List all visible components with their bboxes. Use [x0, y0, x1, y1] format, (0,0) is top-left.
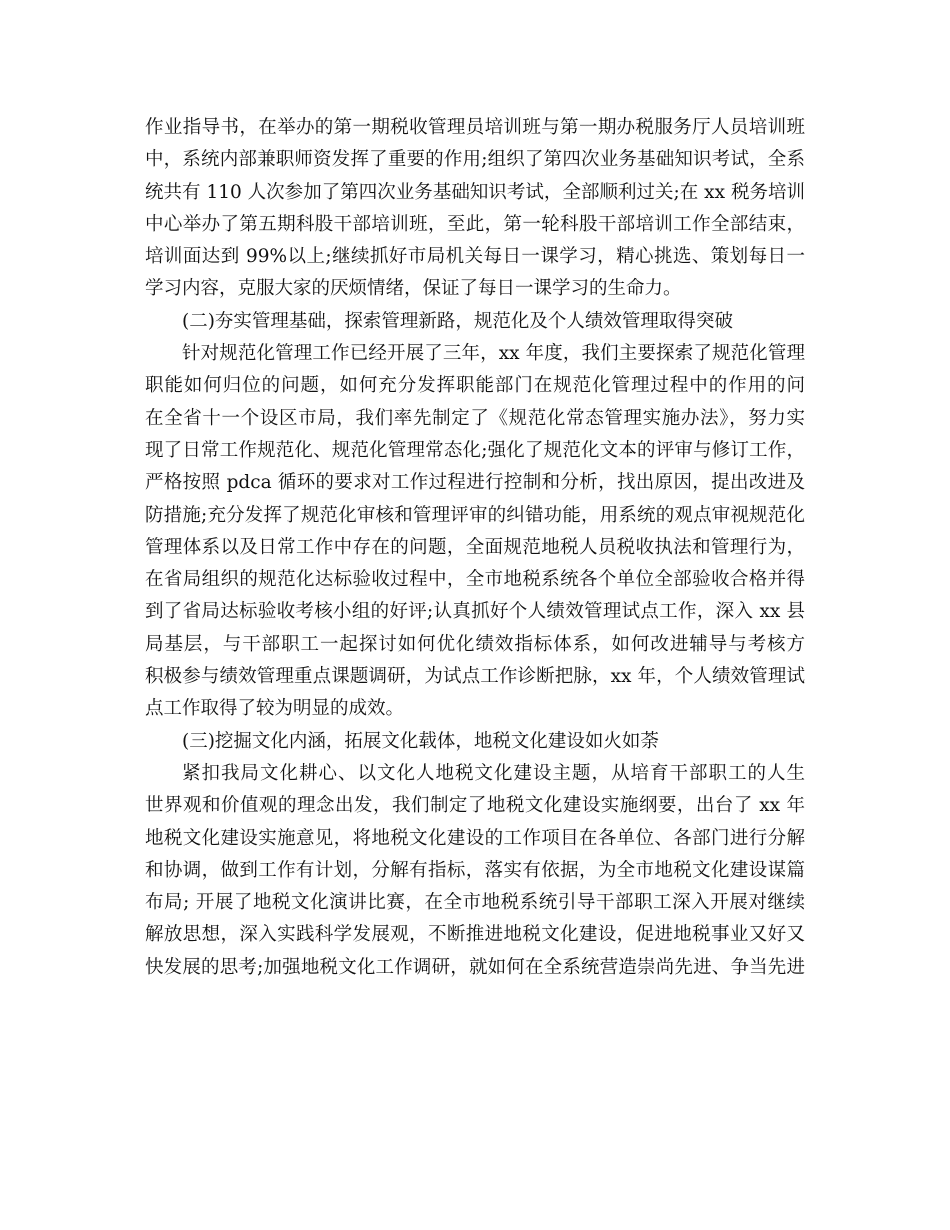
text-line: 防措施;充分发挥了规范化审核和管理评审的纠错功能，用系统的观点审视规范化 [145, 504, 805, 526]
text-line: 中，系统内部兼职师资发挥了重要的作用;组织了第四次业务基础知识考试，全系 [145, 149, 805, 171]
text-line: 统共有 110 人次参加了第四次业务基础知识考试，全部顺利过关;在 xx 税务培训 [145, 181, 805, 203]
text-line: 到了省局达标验收考核小组的好评;认真抓好个人绩效管理试点工作，深入 xx 县 [145, 601, 805, 623]
text-line: 布局; 开展了地税文化演讲比赛，在全市地税系统引导干部职工深入开展对继续 [145, 892, 805, 914]
text-line: 培训面达到 99%以上;继续抓好市局机关每日一课学习，精心挑选、策划每日一 [145, 246, 805, 268]
text-line: 世界观和价值观的理念出发，我们制定了地税文化建设实施纲要，出台了 xx 年 [145, 795, 805, 817]
text-line: 解放思想，深入实践科学发展观，不断推进地税文化建设，促进地税事业又好又 [145, 924, 805, 946]
text-line: 在全省十一个设区市局，我们率先制定了《规范化常态管理实施办法》，努力实 [145, 407, 805, 429]
text-line: 局基层，与干部职工一起探讨如何优化绩效指标体系，如何改进辅导与考核方 [145, 633, 805, 655]
text-line: 在省局组织的规范化达标验收过程中，全市地税系统各个单位全部验收合格并得 [145, 569, 805, 591]
text-line: 学习内容，克服大家的厌烦情绪，保证了每日一课学习的生命力。 [145, 278, 682, 300]
text-line: 和协调，做到工作有计划，分解有指标，落实有依据，为全市地税文化建设谋篇 [145, 859, 805, 881]
text-line: 点工作取得了较为明显的成效。 [145, 698, 405, 720]
text-line: 现了日常工作规范化、规范化管理常态化;强化了规范化文本的评审与修订工作， [145, 439, 805, 461]
text-line: 严格按照 pdca 循环的要求对工作过程进行控制和分析，找出原因，提出改进及 [145, 472, 805, 494]
text-line: (三)挖掘文化内涵，拓展文化载体，地税文化建设如火如荼 [182, 730, 659, 752]
text-line: 管理体系以及日常工作中存在的问题，全面规范地税人员税收执法和管理行为， [145, 536, 805, 558]
text-line: 中心举办了第五期科股干部培训班，至此，第一轮科股干部培训工作全部结束， [145, 213, 805, 235]
text-line: 作业指导书，在举办的第一期税收管理员培训班与第一期办税服务厅人员培训班 [145, 117, 805, 138]
text-line: 针对规范化管理工作已经开展了三年，xx 年度，我们主要探索了规范化管理 [182, 343, 805, 365]
text-line: 积极参与绩效管理重点课题调研，为试点工作诊断把脉，xx 年，个人绩效管理试 [145, 666, 805, 688]
text-line: 职能如何归位的问题，如何充分发挥职能部门在规范化管理过程中的作用的问 [145, 375, 805, 397]
text-line: (二)夯实管理基础，探索管理新路，规范化及个人绩效管理取得突破 [182, 310, 733, 332]
text-line: 快发展的思考;加强地税文化工作调研，就如何在全系统营造崇尚先进、争当先进 [145, 956, 805, 978]
text-line: 紧扣我局文化耕心、以文化人地税文化建设主题，从培育干部职工的人生 [182, 762, 805, 784]
text-line: 地税文化建设实施意见，将地税文化建设的工作项目在各单位、各部门进行分解 [145, 827, 805, 849]
body-text [145, 112, 805, 984]
